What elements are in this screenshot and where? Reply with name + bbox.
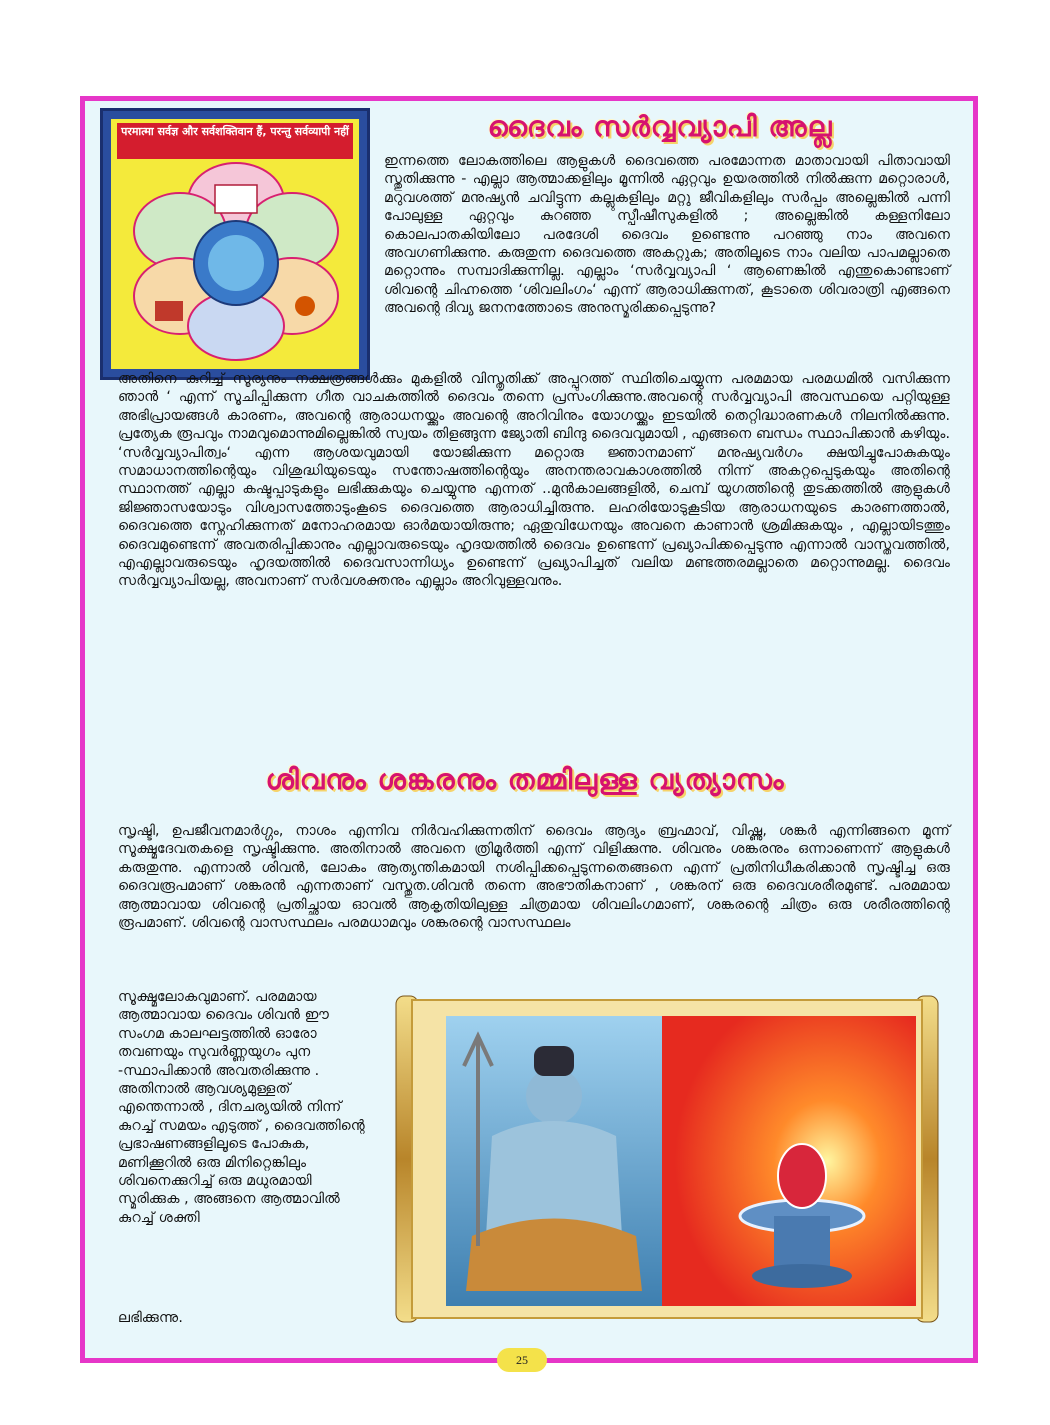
poster-headline: परमात्मा सर्वज्ञ और सर्वशक्तिवान हैं, परन्तु सर्वव्यापी नहीं	[117, 123, 353, 159]
center-inner-circle	[208, 235, 264, 291]
fire-shape	[295, 296, 315, 316]
section1-title: ദൈവം സർവ്വവ്യാപി അല്ല	[487, 110, 833, 143]
lingam-light	[778, 1144, 826, 1208]
page-number: 25	[497, 1348, 547, 1372]
shiva-tiger-skin	[466, 1219, 642, 1292]
section2-body-paragraph: സൃഷ്ടി, ഉപജീവനമാർഗ്ഗം, നാശം എന്നിവ നിർവഹിക്കുന്നതിന് ദൈവം ആദ്യം ബ്രഹ്മാവ്, വിഷ്ണു, ശങ്കർ എന്നിങ്ങനെ മൂന്ന് സൂക്ഷ്മദേവതകളെ സൃഷ്ടിക്കുന്നു. അതിനാൽ അവനെ ത്രിമൂർത്തി എന്ന് വിളിക്കുന്നു. ശിവനും ശങ്കരനും ഒന്നാണെന്ന് ആളുകൾ കരുതുന്നു. എന്നാൽ ശിവൻ, ലോകം ആത്യന്തികമായി നശിപ്പിക്കപ്പെടുന്നതെങ്ങനെ എന്ന് പ്രതിനിധീകരിക്കാൻ സൃഷ്ടിച്ച ഒരു ദൈവരൂപമാണ് ശങ്കരൻ എന്നതാണ് വസ്തുത.ശിവൻ തന്നെ അഭൗതികനാണ് , ശങ്കരന് ഒരു ദൈവശരീരമുണ്ട്. പരമമായ ആത്മാവായ ശിവന്റെ പ്രതിച്ഛായ ഓവൽ ആകൃതിയിലുള്ള ചിത്രമായ ശിവലിംഗമാണ്, ശങ്കരന്റെ ചിത്രം ഒരു ശരീരത്തിന്റെ രൂപമാണ്. ശിവന്റെ വാസസ്ഥലം പരമധാമവും ശങ്കരന്റെ വാസസ്ഥലം	[118, 823, 950, 932]
section1-body-paragraph: അതിനെ കുറിച്ച് സൂര്യനും നക്ഷത്രങ്ങൾക്കും മുകളിൽ വിസ്തൃതിക്ക് അപ്പുറത്ത് സ്ഥിതിചെയ്യുന്ന പരമമായ പരമധമിൽ വസിക്കുന്ന ഞാൻ ‘ എന്ന് സൂചിപ്പിക്കുന്ന ഗീത വാചകത്തിൽ ദൈവം തന്നെ പ്രസംഗിക്കുന്നു.അവന്റെ സർവ്വവ്യാപി അവസ്ഥയെ പറ്റിയുള്ള അഭിപ്രായങ്ങൾ കാരണം, അവന്റെ ആരാധനയ്ക്കും അവന്റെ അറിവിനും യോഗയ്ക്കും ഇടയിൽ തെറ്റിദ്ധാരണകൾ നിലനിൽക്കുന്നു. പ്രത്യേക രൂപവും നാമവുമൊന്നുമില്ലെങ്കിൽ സ്വയം തിളങ്ങുന്ന ജ്യോതി ബിന്ദു ദൈവവുമായി , എങ്ങനെ ബന്ധം സ്ഥാപിക്കാൻ കഴിയും. ‘സർവ്വവ്യാപിത്വം‘ എന്ന ആശയവുമായി യോജിക്കുന്ന മറ്റൊരു ജ്ഞാനമാണ് മനുഷ്യവർഗം ക്ഷയിച്ചുപോകുകയും സമാധാനത്തിന്റെയും വിശുദ്ധിയുടെയും സന്തോഷത്തിന്റെയും അനന്തരാവകാശത്തിൽ നിന്ന് അകറ്റപ്പെടുകയും അതിന്റെ സ്ഥാനത്ത് എല്ലാ കഷ്ടപ്പാടുകളും ലഭിക്കുകയും ചെയ്യുന്നു എന്നത് ..മുൻകാലങ്ങളിൽ, ചെമ്പ് യുഗത്തിന്റെ തുടക്കത്തിൽ ആളുകൾ ജിജ്ഞാസയോടും വിശ്വാസത്തോടുംകൂടെ ദൈവത്തെ ആരാധിച്ചിരുന്നു. ലഹരിയോടുകൂടിയ ആരാധനയുടെ കാരണത്താൽ, ദൈവത്തെ സ്നേഹിക്കുന്നത് മനോഹരമായ ഓർമയായിരുന്നു; ഏതുവിധേനയും അവനെ കാണാൻ ശ്രമിക്കുകയും , എല്ലായിടത്തും ദൈവമുണ്ടെന്ന് അവതരിപ്പിക്കാനും എല്ലാവരുടെയും ഹൃദയത്തിൽ ദൈവം ഉണ്ടെന്ന് പ്രഖ്യാപിക്കപ്പെടുന്നു എന്നാൽ വാസ്തവത്തിൽ, എഎല്ലാവരുടെയും ഹൃദയത്തിൽ ദൈവസാന്നിധ്യം ഉണ്ടെന്ന് പ്രഖ്യാപിച്ചത് വലിയ മണ്ടത്തരമല്ലാതെ മറ്റൊന്നുമല്ല. ദൈവം സർവ്വവ്യാപിയല്ല, അവനാണ് സർവശക്തനും എല്ലാം അറിവുള്ളവനും.	[118, 371, 950, 590]
wall-shape	[155, 301, 183, 321]
shiva-scroll-image	[382, 986, 952, 1332]
poster-background	[111, 119, 359, 369]
section1-intro-paragraph: ഇന്നത്തെ ലോകത്തിലെ ആളുകൾ ദൈവത്തെ പരമോന്നത മാതാവായി പിതാവായി സ്തുതിക്കുന്നു - എല്ലാ ആത്മാക്കളിലും മൂന്നിൽ ഏറ്റവും ഉയരത്തിൽ നിൽക്കുന്ന മറ്റൊരാൾ, മറുവശത്ത് മനുഷ്യൻ ചവിട്ടുന്ന കല്ലുകളിലും മറ്റു ജീവികളിലും സർപ്പം അല്ലെങ്കിൽ പന്നി പോലുള്ള ഏറ്റവും കുറഞ്ഞ സ്പീഷീസുകളിൽ ; അല്ലെങ്കിൽ കള്ളനിലോ കൊലപാതകിയിലോ പരദേശി ദൈവം ഉണ്ടെന്നു പറഞ്ഞു നാം അവനെ അവഗണിക്കുന്നു. കരുതുന്ന ദൈവത്തെ അകറ്റുക; അതിലൂടെ നാം വലിയ പാപമല്ലാതെ മറ്റൊന്നും സമ്പാദിക്കുന്നില്ല. എല്ലാം ‘സർവ്വവ്യാപി ‘ ആണെങ്കിൽ എന്തുകൊണ്ടാണ് ശിവന്റെ ചിഹ്നത്തെ ‘ശിവലിംഗം‘ എന്ന് ആരാധിക്കുന്നത്, കൂടാതെ ശിവരാത്രി എങ്ങനെ അവന്റെ ദിവ്യ ജനനത്തോടെ അനുസ്മരിക്കപ്പെടുന്നു?	[384, 153, 950, 317]
shiva-hair	[534, 1046, 574, 1076]
mandala-graphic	[125, 161, 347, 363]
shiva-head	[526, 1068, 582, 1124]
book-shape	[215, 185, 257, 213]
lingam-foot	[752, 1264, 852, 1288]
section2-column-text: സൂക്ഷ്മലോകവുമാണ്. പരമമായ ആത്മാവായ ദൈവം ശിവൻ ഈ സംഗമ കാലഘട്ടത്തിൽ ഓരോ തവണയും സുവർണ്ണയുഗം പുന -സ്ഥാപിക്കാൻ അവതരിക്കുന്നു . അതിനാൽ ആവശ്യമുള്ളത് എന്തെന്നാൽ , ദിനചര്യയിൽ നിന്ന് കുറച്ച് സമയം എടുത്ത് , ദൈവത്തിന്റെ പ്രഭാഷണങ്ങളിലൂടെ പോകുക, മണിക്കൂറിൽ ഒരു മിനിറ്റെങ്കിലും ശിവനെക്കുറിച്ച് ഒരു മധുരമായി സ്മരിക്കുക , അങ്ങനെ ആത്മാവിൽ കുറച്ച് ശക്തി	[118, 989, 365, 1226]
poster-illustration	[100, 108, 370, 380]
section2-last-line: ലഭിക്കുന്നു.	[118, 1310, 183, 1326]
section2-title: ശിവനും ശങ്കരനും തമ്മിലുള്ള വ്യത്യാസം	[265, 763, 785, 796]
